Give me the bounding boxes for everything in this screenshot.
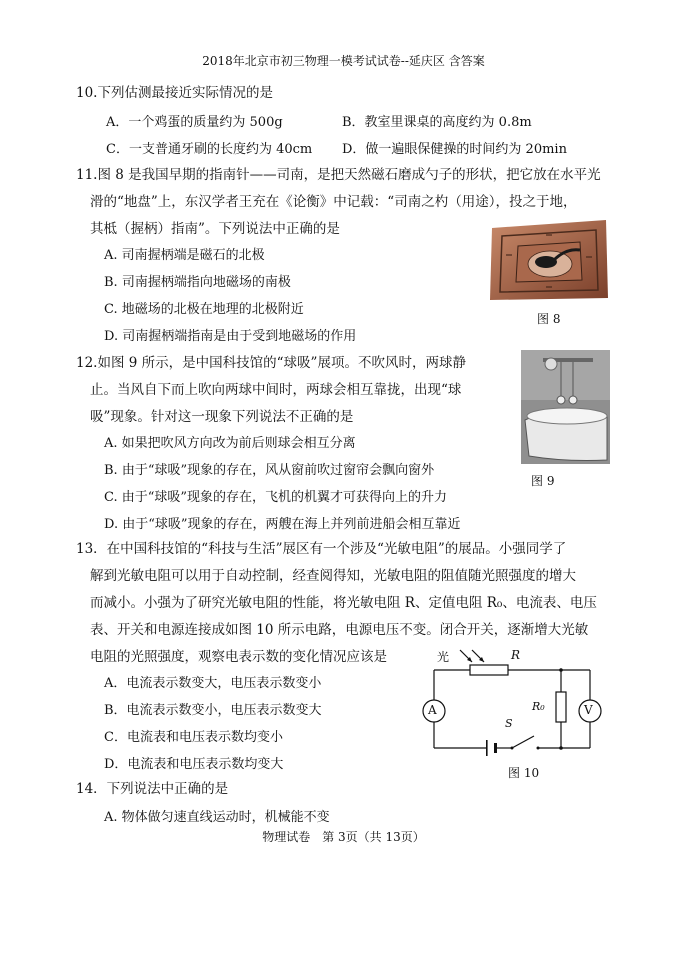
page-footer: 物理试卷 第 3页（共 13页） xyxy=(262,830,425,844)
question-13-option-b: B．电流表示数变小，电压表示数变大 xyxy=(104,703,322,718)
question-13-line-1: 13．在中国科技馆的“科技与生活”展区有一个涉及“光敏电阻”的展品。小强同学了 xyxy=(76,541,567,557)
figure-9-image xyxy=(521,350,610,464)
question-11-option-c: C. 地磁场的北极在地理的北极附近 xyxy=(104,302,304,317)
question-13-line-4: 表、开关和电源连接成如图 10 所示电路，电源电压不变。闭合开关，逐渐增大光敏 xyxy=(90,622,589,638)
question-12-option-b: B. 由于“球吸”现象的存在，风从窗前吹过窗帘会飘向窗外 xyxy=(104,463,435,478)
question-12-option-c: C. 由于“球吸”现象的存在，飞机的机翼才可获得向上的升力 xyxy=(104,490,448,505)
figure-10-caption: 图 10 xyxy=(508,766,540,780)
circuit-label-r: R xyxy=(511,648,521,662)
question-10-option-a: A．一个鸡蛋的质量约为 500g xyxy=(106,115,283,130)
figure-8-caption: 图 8 xyxy=(537,312,561,326)
circuit-label-switch: S xyxy=(505,717,513,730)
question-13-line-3: 而减小。小强为了研究光敏电阻的性能，将光敏电阻 R、定值电阻 R₀、电流表、电压 xyxy=(90,595,597,611)
question-13-option-d: D．电流表和电压表示数均变大 xyxy=(104,757,284,772)
figure-10-circuit xyxy=(418,644,608,760)
question-12-option-a: A. 如果把吹风方向改为前后则球会相互分离 xyxy=(104,436,356,451)
question-11-option-b: B. 司南握柄端指向地磁场的南极 xyxy=(104,275,291,290)
voltmeter-label: V xyxy=(584,703,593,717)
question-10-option-c: C．一支普通牙刷的长度约为 40cm xyxy=(106,142,313,157)
question-14-stem: 14．下列说法中正确的是 xyxy=(76,781,229,797)
question-11-line-3: 其柢（握柄）指南”。下列说法中正确的是 xyxy=(90,221,340,237)
question-11-line-2: 滑的“地盘”上，东汉学者王充在《论衡》中记载：“司南之杓（用途），投之于地， xyxy=(90,194,577,210)
figure-8-image xyxy=(488,214,610,302)
ammeter-label: A xyxy=(428,703,437,717)
question-10-option-d: D．做一遍眼保健操的时间约为 20min xyxy=(342,142,567,157)
question-12-line-2: 止。当风自下而上吹向两球中间时，两球会相互靠拢，出现“球 xyxy=(90,382,462,398)
question-13-option-c: C．电流表和电压表示数均变小 xyxy=(104,730,283,745)
question-10-option-b: B．教室里课桌的高度约为 0.8m xyxy=(342,115,532,130)
circuit-label-r0: R₀ xyxy=(532,700,545,713)
question-13-line-5: 电阻的光照强度，观察电表示数的变化情况应该是 xyxy=(90,649,387,665)
question-14-option-a: A. 物体做匀速直线运动时，机械能不变 xyxy=(104,810,330,825)
question-12-line-3: 吸”现象。针对这一现象下列说法不正确的是 xyxy=(90,409,354,425)
circuit-label-light: 光 xyxy=(437,650,450,664)
question-10-stem: 10.下列估测最接近实际情况的是 xyxy=(76,85,273,101)
question-11-option-d: D. 司南握柄端指南是由于受到地磁场的作用 xyxy=(104,329,357,344)
question-12-line-1: 12.如图 9 所示，是中国科技馆的“球吸”展项。不吹风时，两球静 xyxy=(76,355,466,371)
figure-9-caption: 图 9 xyxy=(531,474,555,488)
question-13-option-a: A．电流表示数变大，电压表示数变小 xyxy=(104,676,322,691)
question-13-line-2: 解到光敏电阻可以用于自动控制，经查阅得知，光敏电阻的阻值随光照强度的增大 xyxy=(90,568,576,584)
question-11-line-1: 11.图 8 是我国早期的指南针——司南，是把天然磁石磨成勺子的形状，把它放在水平光 xyxy=(76,167,601,183)
question-11-option-a: A. 司南握柄端是磁石的北极 xyxy=(104,248,265,263)
question-12-option-d: D. 由于“球吸”现象的存在，两艘在海上并列前进船会相互靠近 xyxy=(104,517,461,532)
page-header: 2018年北京市初三物理一模考试试卷--延庆区 含答案 xyxy=(202,54,485,68)
